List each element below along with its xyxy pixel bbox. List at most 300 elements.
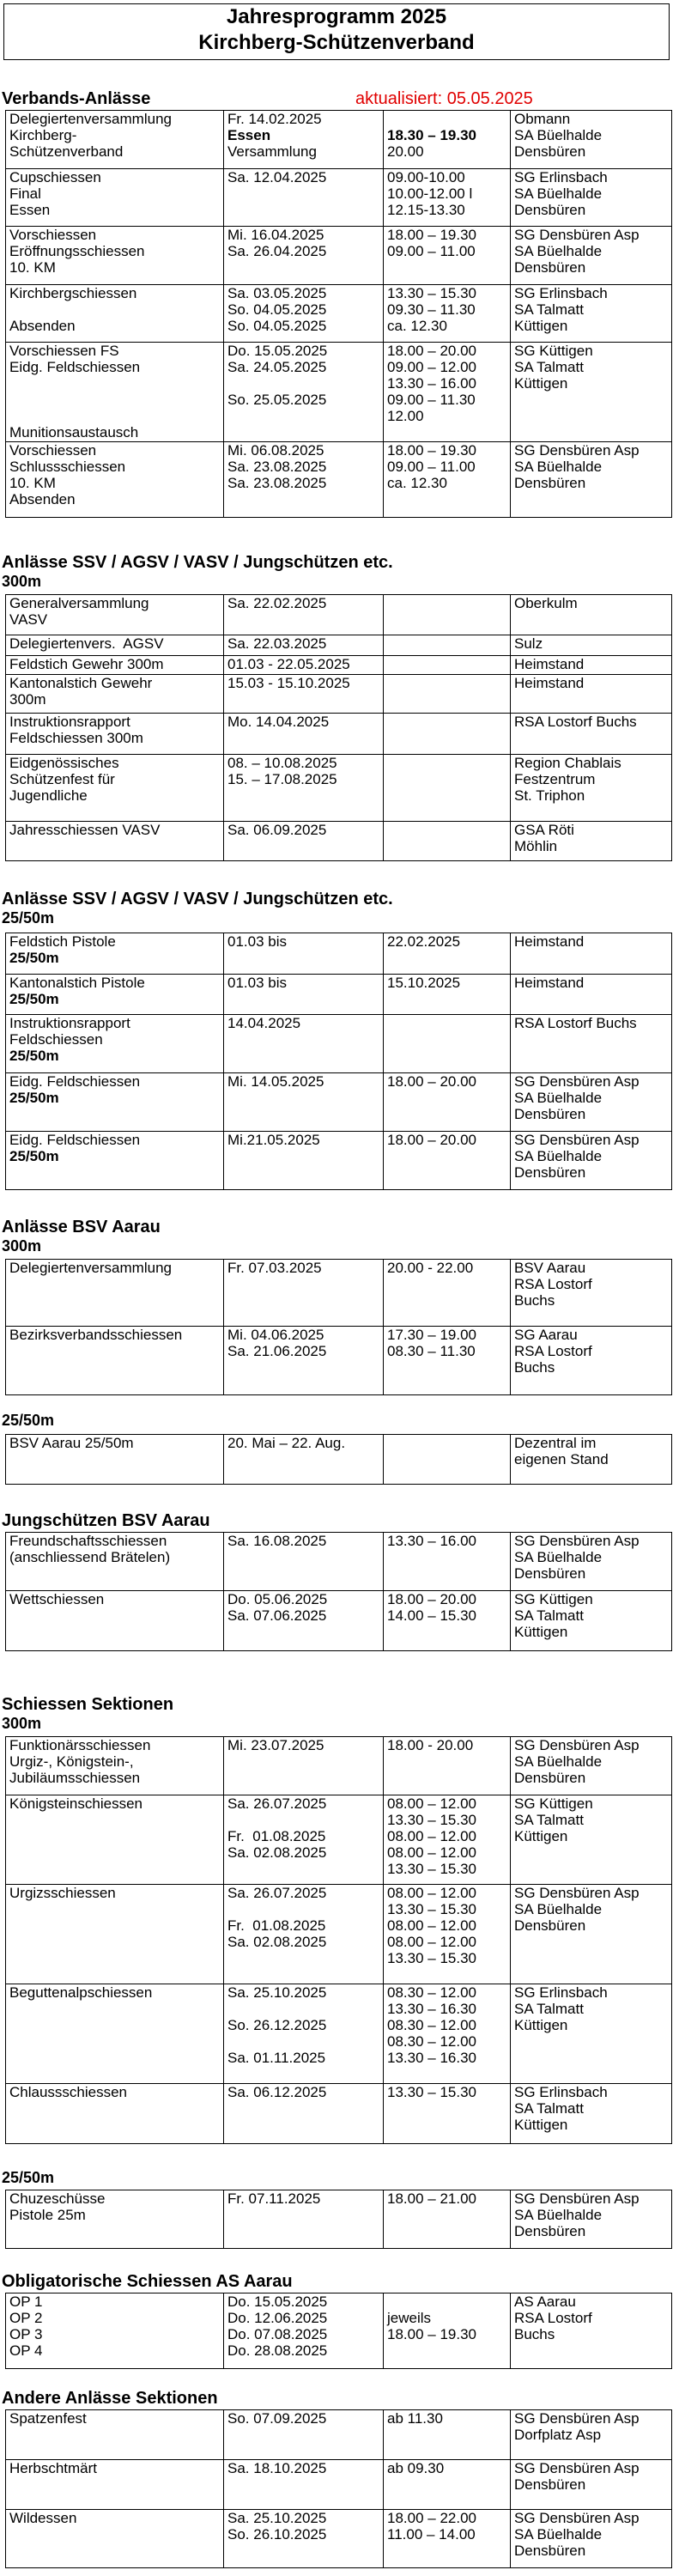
cell-line: Fr. 07.11.2025	[227, 2190, 321, 2207]
cell-line: SA Büelhalde	[514, 2526, 603, 2543]
event-name-cell	[6, 635, 224, 656]
event-table	[5, 1434, 672, 1485]
event-name-cell	[6, 975, 224, 1015]
cell-line: OP 3	[9, 2326, 43, 2342]
cell-line: 300m	[9, 691, 46, 708]
cell-line: 13.30 – 15.30	[387, 1901, 476, 1917]
date-cell	[224, 635, 384, 656]
table-row	[6, 169, 672, 227]
date-cell	[224, 111, 384, 169]
date-cell	[224, 1533, 384, 1591]
cell-line: 18.30 – 19.30	[387, 127, 476, 143]
cell-line: Vorschiessen FS	[9, 343, 119, 359]
event-name-cell	[6, 1795, 224, 1885]
cell-line: Kirchberg-	[9, 127, 77, 143]
event-name-cell	[6, 1015, 224, 1073]
cell-line: Do. 15.05.2025	[227, 2293, 328, 2310]
event-name-cell	[6, 1591, 224, 1651]
event-name-cell	[6, 169, 224, 227]
cell-line: RSA Lostorf	[514, 2310, 592, 2326]
cell-line: Do. 05.06.2025	[227, 1591, 328, 1607]
cell-line: Oberkulm	[514, 595, 578, 611]
cell-line: 14.00 – 15.30	[387, 1607, 476, 1624]
section-subheading: 300m	[2, 573, 42, 590]
cell-line: 13.30 – 16.30	[387, 2050, 476, 2066]
cell-line: SG Densbüren Asp	[514, 1073, 640, 1090]
cell-line: 18.00 – 20.00	[387, 343, 476, 359]
cell-line: 08.30 – 12.00	[387, 1984, 476, 2001]
cell-line: Küttigen	[514, 2017, 568, 2033]
time-cell	[384, 2190, 511, 2249]
time-cell	[384, 1591, 511, 1651]
cell-line: SG Küttigen	[514, 343, 593, 359]
cell-line: Feldschiessen 300m	[9, 730, 143, 746]
location-cell	[511, 822, 672, 861]
cell-line: Vorschiessen	[9, 227, 97, 243]
cell-line: SA Talmatt	[514, 1812, 584, 1828]
cell-line: Cupschiessen	[9, 169, 101, 185]
cell-line: 01.03 bis	[227, 975, 287, 991]
cell-line: Sa. 26.07.2025	[227, 1885, 327, 1901]
cell-line: Küttigen	[514, 1828, 568, 1844]
table-row	[6, 933, 672, 975]
cell-line: Mo. 14.04.2025	[227, 714, 330, 730]
cell-line: Region Chablais	[514, 755, 621, 771]
cell-line: So. 25.05.2025	[227, 392, 327, 408]
cell-line: 22.02.2025	[387, 933, 461, 950]
cell-line: Möhlin	[514, 838, 558, 854]
cell-line: 13.30 – 15.30	[387, 1950, 476, 1966]
cell-line: jeweils	[387, 2310, 432, 2326]
cell-line: SG Densbüren Asp	[514, 2190, 640, 2207]
cell-line: Instruktionsrapport	[9, 1015, 130, 1031]
cell-line: RSA Lostorf	[514, 1343, 592, 1359]
cell-line: OP 2	[9, 2310, 43, 2326]
section-heading: Schiessen Sektionen	[2, 1695, 174, 1714]
date-cell	[224, 2084, 384, 2144]
event-name-cell	[6, 1984, 224, 2084]
cell-line: 12.15-13.30	[387, 202, 465, 218]
cell-line: SG Erlinsbach	[514, 285, 608, 301]
cell-line: 20.00 - 22.00	[387, 1260, 474, 1276]
cell-line: SA Büelhalde	[514, 243, 603, 259]
cell-line: Schützenverband	[9, 143, 124, 160]
cell-line: Heimstand	[514, 675, 585, 691]
cell-line: 13.30 – 16.00	[387, 1533, 476, 1549]
location-cell	[511, 635, 672, 656]
cell-line: Fr. 07.03.2025	[227, 1260, 322, 1276]
cell-line: Sa. 26.07.2025	[227, 1795, 327, 1812]
cell-line: SA Büelhalde	[514, 1753, 603, 1770]
cell-line: Densbüren	[514, 2476, 586, 2493]
location-cell	[511, 1327, 672, 1395]
cell-line: RSA Lostorf Buchs	[514, 714, 637, 730]
date-cell	[224, 755, 384, 822]
cell-line: SG Densbüren Asp	[514, 227, 640, 243]
cell-line: 15.10.2025	[387, 975, 461, 991]
location-cell	[511, 1015, 672, 1073]
cell-line: ca. 12.30	[387, 475, 447, 491]
cell-line: 09.00 – 11.00	[387, 459, 476, 475]
cell-line: Fr. 01.08.2025	[227, 1917, 326, 1934]
location-cell	[511, 656, 672, 675]
cell-line: eigenen Stand	[514, 1451, 609, 1467]
cell-line: Dezentral im	[514, 1435, 597, 1451]
cell-line: St. Triphon	[514, 787, 585, 804]
cell-line: Delegiertenvers. AGSV	[9, 635, 164, 652]
cell-line: Eröffnungsschiessen	[9, 243, 145, 259]
cell-line: 17.30 – 19.00	[387, 1327, 476, 1343]
time-cell	[384, 1327, 511, 1395]
table-row	[6, 1984, 672, 2084]
cell-line: BSV Aarau	[514, 1260, 586, 1276]
location-cell	[511, 285, 672, 343]
cell-line: Mi.21.05.2025	[227, 1132, 320, 1148]
cell-line: VASV	[9, 611, 48, 628]
cell-line: Pistole 25m	[9, 2207, 86, 2223]
time-cell	[384, 822, 511, 861]
cell-line: Densbüren	[514, 1106, 586, 1122]
cell-line: Sa. 03.05.2025	[227, 285, 327, 301]
cell-line: GSA Röti	[514, 822, 574, 838]
time-cell	[384, 111, 511, 169]
cell-line: Sa. 24.05.2025	[227, 359, 327, 375]
location-cell	[511, 169, 672, 227]
cell-line: Sa. 02.08.2025	[227, 1934, 327, 1950]
cell-line: So. 26.10.2025	[227, 2526, 327, 2543]
cell-line: 09.00 – 12.00	[387, 359, 476, 375]
cell-line: 08.00 – 12.00	[387, 1795, 476, 1812]
table-row	[6, 2510, 672, 2568]
cell-line: SA Talmatt	[514, 2100, 584, 2117]
table-row	[6, 635, 672, 656]
time-cell	[384, 1984, 511, 2084]
location-cell	[511, 755, 672, 822]
cell-line: Densbüren	[514, 259, 586, 276]
cell-line: 18.00 - 20.00	[387, 1737, 474, 1753]
cell-line: SG Densbüren Asp	[514, 1533, 640, 1549]
cell-line: Spatzenfest	[9, 2410, 87, 2427]
cell-line: 25/50m	[9, 991, 59, 1007]
cell-line: Final	[9, 185, 41, 202]
cell-line: SA Talmatt	[514, 1607, 584, 1624]
date-cell	[224, 595, 384, 635]
cell-line: 10. KM	[9, 259, 56, 276]
cell-line: 18.00 – 19.30	[387, 442, 476, 459]
date-cell	[224, 227, 384, 285]
table-row	[6, 1533, 672, 1591]
table-row	[6, 2084, 672, 2144]
cell-line: 09.30 – 11.30	[387, 301, 476, 318]
time-cell	[384, 2510, 511, 2568]
time-cell	[384, 1435, 511, 1485]
table-row	[6, 1737, 672, 1795]
cell-line: So. 07.09.2025	[227, 2410, 327, 2427]
cell-line: Do. 28.08.2025	[227, 2342, 328, 2359]
time-cell	[384, 1795, 511, 1885]
section-heading: Anlässe SSV / AGSV / VASV / Jungschützen etc.	[2, 890, 393, 908]
cell-line: Schlussschiessen	[9, 459, 126, 475]
table-row	[6, 1795, 672, 1885]
time-cell	[384, 755, 511, 822]
section-heading: Obligatorische Schiessen AS Aarau	[2, 2272, 293, 2291]
cell-line: 08.30 – 11.30	[387, 1343, 476, 1359]
updated-date: aktualisiert: 05.05.2025	[355, 89, 533, 108]
location-cell	[511, 675, 672, 714]
date-cell	[224, 442, 384, 518]
event-table	[5, 1259, 672, 1395]
cell-line: Sa. 22.03.2025	[227, 635, 327, 652]
event-name-cell	[6, 343, 224, 442]
table-row	[6, 2460, 672, 2510]
cell-line: So. 04.05.2025	[227, 301, 327, 318]
cell-line: Vorschiessen	[9, 442, 97, 459]
cell-line: SG Erlinsbach	[514, 2084, 608, 2100]
time-cell	[384, 2460, 511, 2510]
cell-line: 20. Mai – 22. Aug.	[227, 1435, 346, 1451]
time-cell	[384, 1737, 511, 1795]
location-cell	[511, 1073, 672, 1132]
cell-line: SG Erlinsbach	[514, 1984, 608, 2001]
event-name-cell	[6, 1737, 224, 1795]
location-cell	[511, 1984, 672, 2084]
event-table	[5, 2409, 672, 2568]
cell-line: Feldstich Pistole	[9, 933, 116, 950]
cell-line: 13.30 – 15.30	[387, 285, 476, 301]
cell-line: Wettschiessen	[9, 1591, 105, 1607]
cell-line: 08.00 – 12.00	[387, 1934, 476, 1950]
cell-line: SG Densbüren Asp	[514, 1737, 640, 1753]
cell-line: BSV Aarau 25/50m	[9, 1435, 134, 1451]
section-subheading: 25/50m	[2, 909, 55, 927]
cell-line: Buchs	[514, 2326, 555, 2342]
cell-line: Sa. 06.09.2025	[227, 822, 327, 838]
cell-line: Absenden	[9, 491, 76, 507]
cell-line: SA Büelhalde	[514, 1148, 603, 1164]
location-cell	[511, 1435, 672, 1485]
cell-line: Freundschaftsschiessen	[9, 1533, 167, 1549]
cell-line: Sa. 01.11.2025	[227, 2050, 326, 2066]
date-cell	[224, 285, 384, 343]
time-cell	[384, 285, 511, 343]
cell-line: Instruktionsrapport	[9, 714, 130, 730]
date-cell	[224, 343, 384, 442]
date-cell	[224, 656, 384, 675]
cell-line: Schützenfest für	[9, 771, 115, 787]
cell-line: 18.00 – 22.00	[387, 2510, 476, 2526]
cell-line: Delegiertenversammlung	[9, 111, 172, 127]
cell-line: SA Büelhalde	[514, 1901, 603, 1917]
cell-line: Küttigen	[514, 318, 568, 334]
cell-line: 14.04.2025	[227, 1015, 301, 1031]
cell-line: Heimstand	[514, 656, 585, 672]
cell-line: 15.03 - 15.10.2025	[227, 675, 350, 691]
event-name-cell	[6, 2410, 224, 2460]
date-cell	[224, 933, 384, 975]
cell-line: Fr. 01.08.2025	[227, 1828, 326, 1844]
table-row	[6, 822, 672, 861]
location-cell	[511, 2460, 672, 2510]
cell-line: Sa. 25.10.2025	[227, 2510, 327, 2526]
cell-line: Wildessen	[9, 2510, 77, 2526]
table-subheading: 25/50m	[2, 2169, 55, 2186]
date-cell	[224, 1737, 384, 1795]
cell-line: Heimstand	[514, 933, 585, 950]
section-heading: Andere Anlässe Sektionen	[2, 2389, 218, 2408]
cell-line: Mi. 23.07.2025	[227, 1737, 324, 1753]
date-cell	[224, 169, 384, 227]
location-cell	[511, 442, 672, 518]
cell-line: SA Talmatt	[514, 359, 584, 375]
cell-line: SA Büelhalde	[514, 2207, 603, 2223]
time-cell	[384, 975, 511, 1015]
cell-line: Sa. 23.08.2025	[227, 459, 327, 475]
cell-line: Chuzeschüsse	[9, 2190, 106, 2207]
time-cell	[384, 2293, 511, 2369]
time-cell	[384, 1260, 511, 1327]
location-cell	[511, 975, 672, 1015]
event-name-cell	[6, 1435, 224, 1485]
time-cell	[384, 635, 511, 656]
event-name-cell	[6, 2460, 224, 2510]
cell-line: Funktionärsschiessen	[9, 1737, 151, 1753]
cell-line: Buchs	[514, 1292, 555, 1309]
location-cell	[511, 1591, 672, 1651]
cell-line: So. 04.05.2025	[227, 318, 327, 334]
section-subheading: 300m	[2, 1715, 42, 1732]
cell-line: Eidg. Feldschiessen	[9, 1132, 141, 1148]
cell-line: SA Büelhalde	[514, 459, 603, 475]
location-cell	[511, 595, 672, 635]
location-cell	[511, 1132, 672, 1190]
section-heading: Anlässe SSV / AGSV / VASV / Jungschützen etc.	[2, 553, 393, 572]
cell-line: Sa. 16.08.2025	[227, 1533, 327, 1549]
cell-line: Sa. 25.10.2025	[227, 1984, 327, 2001]
date-cell	[224, 1795, 384, 1885]
table-row	[6, 1260, 672, 1327]
time-cell	[384, 1132, 511, 1190]
time-cell	[384, 1533, 511, 1591]
table-row	[6, 1015, 672, 1073]
cell-line: Festzentrum	[514, 771, 596, 787]
cell-line: 18.00 – 21.00	[387, 2190, 476, 2207]
document-title: Jahresprogramm 2025	[226, 5, 447, 28]
event-name-cell	[6, 1885, 224, 1984]
cell-line: Munitionsaustausch	[9, 424, 139, 440]
event-table	[5, 594, 672, 861]
event-name-cell	[6, 595, 224, 635]
table-row	[6, 111, 672, 169]
cell-line: SG Aarau	[514, 1327, 578, 1343]
cell-line: 11.00 – 14.00	[387, 2526, 476, 2543]
cell-line: Küttigen	[514, 1624, 568, 1640]
table-row	[6, 1132, 672, 1190]
table-row	[6, 2410, 672, 2460]
event-name-cell	[6, 656, 224, 675]
cell-line: 10. KM	[9, 475, 56, 491]
cell-line: 25/50m	[9, 1090, 59, 1106]
cell-line: SA Büelhalde	[514, 185, 603, 202]
title-box	[3, 3, 670, 60]
cell-line: 13.30 – 15.30	[387, 2084, 476, 2100]
cell-line: Densbüren	[514, 1770, 586, 1786]
cell-line: ab 11.30	[387, 2410, 443, 2427]
cell-line: Jugendliche	[9, 787, 88, 804]
date-cell	[224, 2190, 384, 2249]
section-subheading: 300m	[2, 1237, 42, 1255]
time-cell	[384, 1015, 511, 1073]
cell-line: Absenden	[9, 318, 76, 334]
cell-line: Heimstand	[514, 975, 585, 991]
cell-line: 20.00	[387, 143, 424, 160]
cell-line: 25/50m	[9, 1048, 59, 1064]
location-cell	[511, 2410, 672, 2460]
location-cell	[511, 227, 672, 285]
cell-line: 01.03 bis	[227, 933, 287, 950]
table-row	[6, 1327, 672, 1395]
cell-line: Feldschiessen	[9, 1031, 103, 1048]
date-cell	[224, 1327, 384, 1395]
event-name-cell	[6, 442, 224, 518]
event-name-cell	[6, 1327, 224, 1395]
event-name-cell	[6, 2190, 224, 2249]
event-name-cell	[6, 1260, 224, 1327]
cell-line: 13.30 – 16.30	[387, 2001, 476, 2017]
date-cell	[224, 2410, 384, 2460]
cell-line: Bezirksverbandsschiessen	[9, 1327, 183, 1343]
cell-line: Eidgenössisches	[9, 755, 119, 771]
cell-line: SA Talmatt	[514, 301, 584, 318]
date-cell	[224, 714, 384, 755]
cell-line: 09.00-10.00	[387, 169, 465, 185]
time-cell	[384, 1073, 511, 1132]
cell-line: 25/50m	[9, 950, 59, 966]
cell-line: SG Küttigen	[514, 1795, 593, 1812]
event-table	[5, 2190, 672, 2249]
event-name-cell	[6, 822, 224, 861]
location-cell	[511, 1737, 672, 1795]
cell-line: Urgizsschiessen	[9, 1885, 116, 1901]
cell-line: 08.00 – 12.00	[387, 1844, 476, 1861]
event-table	[5, 933, 672, 1190]
cell-line: SG Küttigen	[514, 1591, 593, 1607]
cell-line: Jubiläumsschiessen	[9, 1770, 141, 1786]
cell-line: Sa. 23.08.2025	[227, 475, 327, 491]
cell-line: Königsteinschiessen	[9, 1795, 142, 1812]
time-cell	[384, 2410, 511, 2460]
cell-line: Mi. 04.06.2025	[227, 1327, 324, 1343]
date-cell	[224, 1260, 384, 1327]
cell-line: Eidg. Feldschiessen	[9, 359, 141, 375]
cell-line: OP 4	[9, 2342, 43, 2359]
cell-line: Essen	[227, 127, 271, 143]
event-table	[5, 2293, 672, 2369]
table-subheading: 25/50m	[2, 1412, 55, 1429]
cell-line: Mi. 06.08.2025	[227, 442, 324, 459]
cell-line: Do. 15.05.2025	[227, 343, 328, 359]
cell-line: Eidg. Feldschiessen	[9, 1073, 141, 1090]
table-row	[6, 285, 672, 343]
cell-line: Mi. 14.05.2025	[227, 1073, 324, 1090]
cell-line: Beguttenalpschiessen	[9, 1984, 153, 2001]
cell-line: 13.30 – 15.30	[387, 1861, 476, 1877]
cell-line: Chlaussschiessen	[9, 2084, 128, 2100]
section-heading: Verbands-Anlässe	[2, 89, 151, 108]
table-row	[6, 1885, 672, 1984]
cell-line: SG Densbüren Asp	[514, 2460, 640, 2476]
cell-line: Sa. 02.08.2025	[227, 1844, 327, 1861]
cell-line: SA Talmatt	[514, 2001, 584, 2017]
